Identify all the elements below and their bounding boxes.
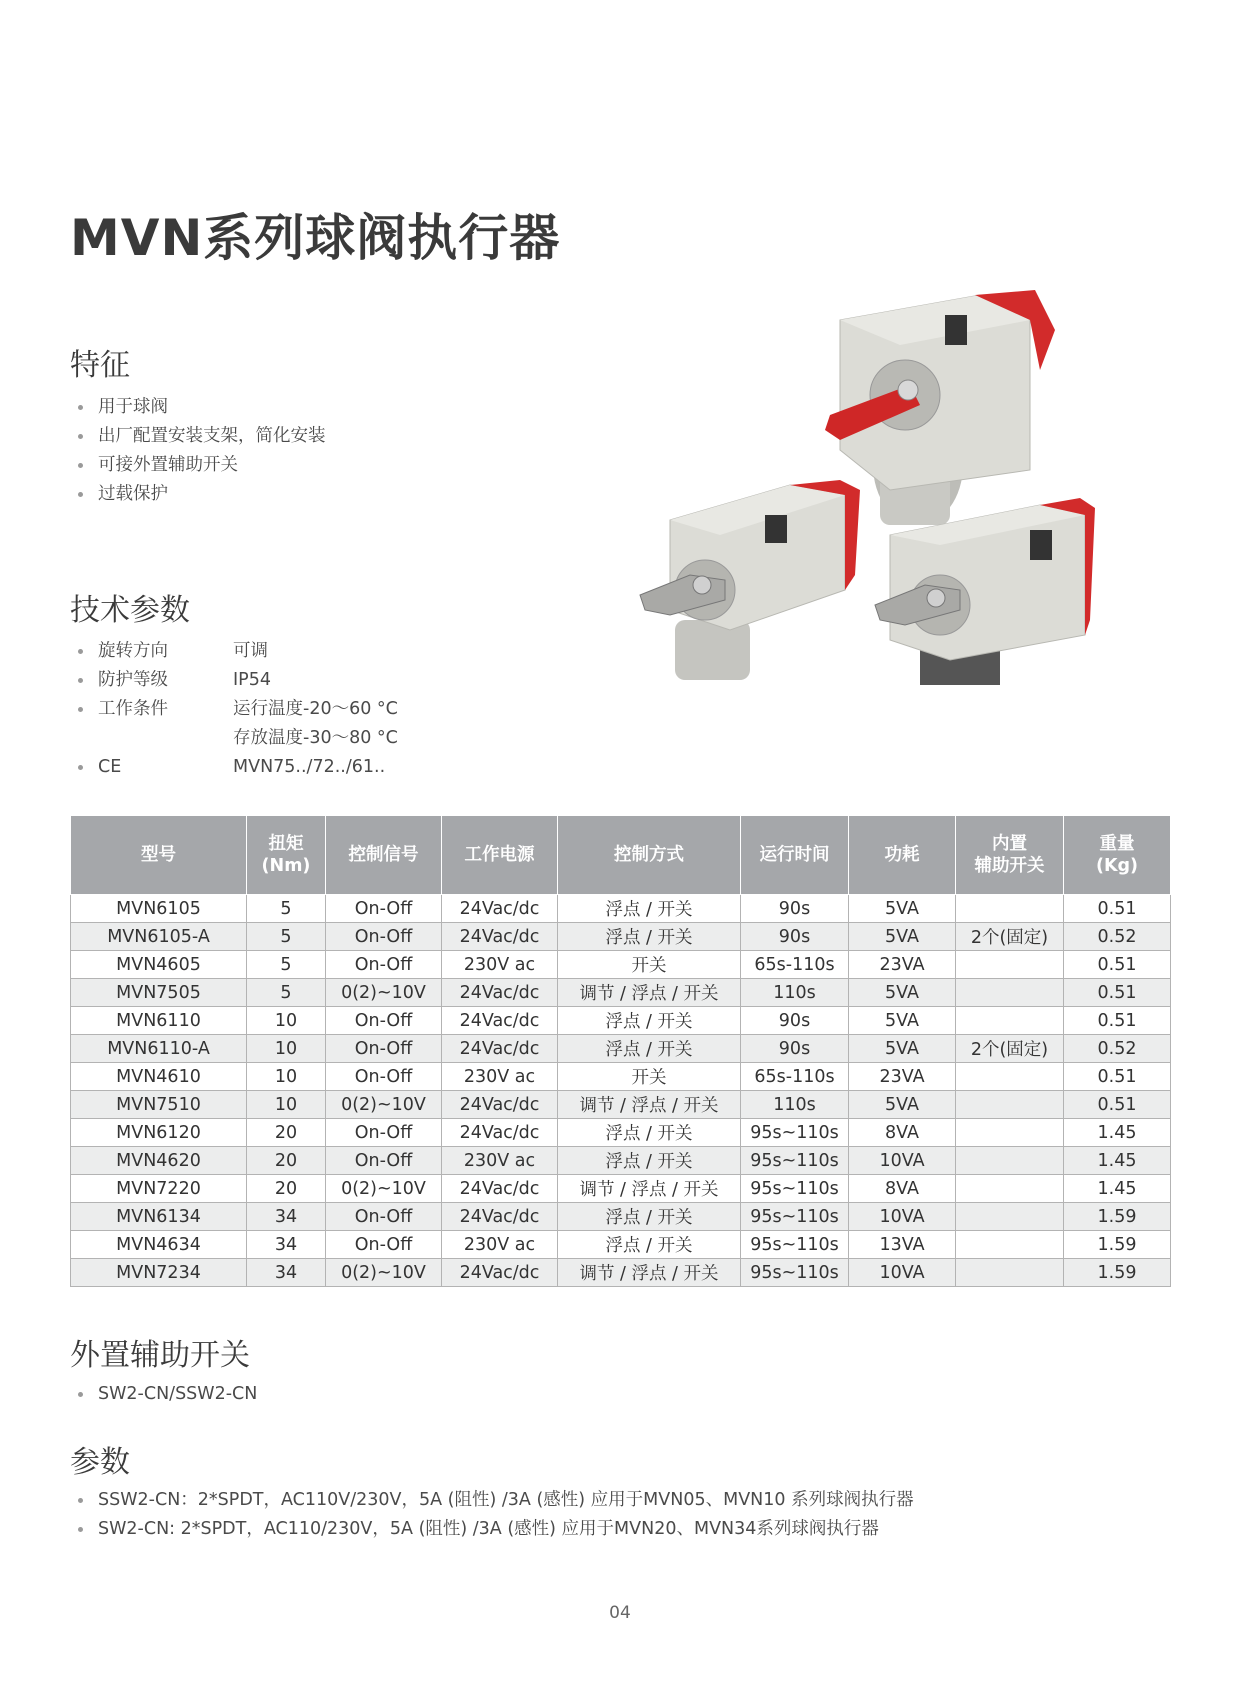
- cell-torque: 10: [247, 1091, 326, 1119]
- table-row: [71, 1035, 1171, 1063]
- cell-signal: On-Off: [326, 1063, 442, 1091]
- actuator-left-image: [640, 480, 860, 680]
- cell-weight: 1.59: [1064, 1203, 1171, 1231]
- cell-power-supply: 24Vac/dc: [442, 1007, 558, 1035]
- cell-aux-switch: [956, 1231, 1064, 1259]
- cell-aux-switch: [956, 1091, 1064, 1119]
- cell-run-time: 95s~110s: [741, 1259, 849, 1287]
- cell-power: 8VA: [849, 1175, 956, 1203]
- actuator-right-image: [875, 498, 1095, 685]
- cell-power: 10VA: [849, 1147, 956, 1175]
- cell-torque: 34: [247, 1259, 326, 1287]
- cell-torque: 20: [247, 1175, 326, 1203]
- param-item: SSW2-CN：2*SPDT，AC110V/230V，5A (阻性) /3A (感性) 应用于MVN05、MVN10 系列球阀执行器: [76, 1486, 914, 1515]
- cell-control-mode: 开关: [558, 1063, 741, 1091]
- cell-signal: On-Off: [326, 1203, 442, 1231]
- cell-control-mode: 调节 / 浮点 / 开关: [558, 1175, 741, 1203]
- cell-power-supply: 24Vac/dc: [442, 1259, 558, 1287]
- cell-model: MVN6105: [71, 895, 247, 923]
- cell-run-time: 90s: [741, 923, 849, 951]
- table-row: [71, 951, 1171, 979]
- spec-item-protection: [76, 666, 398, 695]
- param-item: SW2-CN: 2*SPDT，AC110/230V，5A (阻性) /3A (感性) 应用于MVN20、MVN34系列球阀执行器: [76, 1515, 914, 1544]
- spec-label: 工作条件: [98, 699, 168, 719]
- cell-aux-switch: 2个(固定): [956, 1035, 1064, 1063]
- cell-signal: On-Off: [326, 951, 442, 979]
- cell-torque: 5: [247, 979, 326, 1007]
- cell-power: 8VA: [849, 1119, 956, 1147]
- feature-item: 出厂配置安装支架，简化安装: [76, 422, 326, 451]
- cell-power-supply: 24Vac/dc: [442, 923, 558, 951]
- cell-power: 23VA: [849, 951, 956, 979]
- spec-value: IP54: [233, 670, 271, 690]
- cell-run-time: 95s~110s: [741, 1147, 849, 1175]
- spec-label: 旋转方向: [98, 641, 168, 661]
- cell-power-supply: 24Vac/dc: [442, 1091, 558, 1119]
- cell-power-supply: 230V ac: [442, 1063, 558, 1091]
- cell-run-time: 110s: [741, 979, 849, 1007]
- table-row: [71, 1259, 1171, 1287]
- specs-list: [76, 637, 398, 782]
- table-row: [71, 1119, 1171, 1147]
- cell-power-supply: 24Vac/dc: [442, 1203, 558, 1231]
- spec-value: 存放温度-30～80 °C: [233, 728, 398, 748]
- cell-control-mode: 调节 / 浮点 / 开关: [558, 1091, 741, 1119]
- cell-signal: On-Off: [326, 1119, 442, 1147]
- cell-signal: On-Off: [326, 923, 442, 951]
- cell-weight: 0.51: [1064, 1007, 1171, 1035]
- cell-power-supply: 24Vac/dc: [442, 1035, 558, 1063]
- aux-switch-list: [76, 1380, 257, 1409]
- cell-power: 5VA: [849, 1007, 956, 1035]
- table-row: [71, 1007, 1171, 1035]
- header-signal: 控制信号: [326, 816, 442, 895]
- spec-item-conditions: [76, 695, 398, 753]
- cell-aux-switch: [956, 1007, 1064, 1035]
- cell-power: 5VA: [849, 895, 956, 923]
- cell-power-supply: 230V ac: [442, 1147, 558, 1175]
- features-list: [76, 393, 326, 509]
- cell-torque: 10: [247, 1007, 326, 1035]
- cell-control-mode: 开关: [558, 951, 741, 979]
- cell-model: MVN7505: [71, 979, 247, 1007]
- cell-power-supply: 230V ac: [442, 951, 558, 979]
- cell-control-mode: 浮点 / 开关: [558, 895, 741, 923]
- aux-switch-item: SW2-CN/SSW2-CN: [76, 1380, 257, 1409]
- feature-item: 可接外置辅助开关: [76, 451, 326, 480]
- specs-heading: 技术参数: [70, 593, 190, 628]
- table-header-row: [71, 816, 1171, 895]
- page-title: MVN系列球阀执行器: [70, 209, 561, 267]
- table-row: [71, 923, 1171, 951]
- cell-weight: 0.51: [1064, 979, 1171, 1007]
- feature-item: 用于球阀: [76, 393, 326, 422]
- cell-power-supply: 24Vac/dc: [442, 895, 558, 923]
- cell-aux-switch: [956, 1119, 1064, 1147]
- cell-aux-switch: [956, 1063, 1064, 1091]
- cell-control-mode: 浮点 / 开关: [558, 1147, 741, 1175]
- cell-aux-switch: [956, 1175, 1064, 1203]
- cell-aux-switch: [956, 979, 1064, 1007]
- features-heading: 特征: [70, 348, 130, 383]
- header-torque: 扭矩 (Nm): [247, 816, 326, 895]
- header-power: 功耗: [849, 816, 956, 895]
- cell-power: 23VA: [849, 1063, 956, 1091]
- aux-switch-heading: 外置辅助开关: [70, 1338, 250, 1373]
- cell-aux-switch: [956, 895, 1064, 923]
- cell-control-mode: 浮点 / 开关: [558, 1035, 741, 1063]
- cell-torque: 10: [247, 1035, 326, 1063]
- cell-run-time: 95s~110s: [741, 1119, 849, 1147]
- cell-power: 5VA: [849, 923, 956, 951]
- product-photos: [630, 290, 1150, 750]
- cell-run-time: 90s: [741, 895, 849, 923]
- cell-weight: 1.59: [1064, 1231, 1171, 1259]
- table-row: [71, 1147, 1171, 1175]
- cell-run-time: 65s-110s: [741, 951, 849, 979]
- cell-power-supply: 230V ac: [442, 1231, 558, 1259]
- cell-weight: 0.52: [1064, 1035, 1171, 1063]
- spec-value: 可调: [233, 641, 268, 661]
- cell-model: MVN4610: [71, 1063, 247, 1091]
- params-heading: 参数: [70, 1445, 130, 1480]
- cell-model: MVN4634: [71, 1231, 247, 1259]
- cell-weight: 1.45: [1064, 1119, 1171, 1147]
- cell-control-mode: 浮点 / 开关: [558, 1203, 741, 1231]
- cell-model: MVN6110: [71, 1007, 247, 1035]
- cell-weight: 0.51: [1064, 951, 1171, 979]
- cell-control-mode: 浮点 / 开关: [558, 1007, 741, 1035]
- cell-power-supply: 24Vac/dc: [442, 979, 558, 1007]
- cell-aux-switch: [956, 951, 1064, 979]
- cell-aux-switch: [956, 1259, 1064, 1287]
- cell-torque: 20: [247, 1119, 326, 1147]
- cell-model: MVN6134: [71, 1203, 247, 1231]
- cell-weight: 0.52: [1064, 923, 1171, 951]
- cell-power: 5VA: [849, 979, 956, 1007]
- table-row: [71, 1091, 1171, 1119]
- cell-control-mode: 浮点 / 开关: [558, 923, 741, 951]
- table-body: [71, 895, 1171, 1287]
- cell-model: MVN7220: [71, 1175, 247, 1203]
- cell-weight: 1.45: [1064, 1175, 1171, 1203]
- cell-signal: On-Off: [326, 1007, 442, 1035]
- header-control-mode: 控制方式: [558, 816, 741, 895]
- table-row: [71, 1063, 1171, 1091]
- cell-torque: 34: [247, 1203, 326, 1231]
- cell-run-time: 95s~110s: [741, 1175, 849, 1203]
- cell-model: MVN7234: [71, 1259, 247, 1287]
- cell-torque: 20: [247, 1147, 326, 1175]
- cell-model: MVN7510: [71, 1091, 247, 1119]
- page-number: 04: [609, 1603, 631, 1623]
- cell-power: 10VA: [849, 1203, 956, 1231]
- cell-control-mode: 调节 / 浮点 / 开关: [558, 1259, 741, 1287]
- cell-signal: On-Off: [326, 895, 442, 923]
- cell-power: 13VA: [849, 1231, 956, 1259]
- cell-power-supply: 24Vac/dc: [442, 1119, 558, 1147]
- cell-torque: 5: [247, 895, 326, 923]
- table-row: [71, 1203, 1171, 1231]
- table-row: [71, 895, 1171, 923]
- spec-item-rotation: [76, 637, 398, 666]
- cell-run-time: 90s: [741, 1035, 849, 1063]
- table-row: [71, 1175, 1171, 1203]
- spec-label: CE: [98, 757, 122, 777]
- cell-run-time: 95s~110s: [741, 1203, 849, 1231]
- cell-aux-switch: [956, 1203, 1064, 1231]
- spec-value: 运行温度-20～60 °C: [233, 699, 398, 719]
- cell-power: 10VA: [849, 1259, 956, 1287]
- cell-aux-switch: [956, 1147, 1064, 1175]
- actuator-illustration: [630, 290, 1150, 750]
- cell-torque: 10: [247, 1063, 326, 1091]
- cell-model: MVN6110-A: [71, 1035, 247, 1063]
- spec-value: MVN75../72../61..: [233, 757, 386, 777]
- cell-run-time: 110s: [741, 1091, 849, 1119]
- cell-model: MVN6105-A: [71, 923, 247, 951]
- cell-signal: 0(2)~10V: [326, 1091, 442, 1119]
- cell-power: 5VA: [849, 1035, 956, 1063]
- model-table: [70, 815, 1171, 1287]
- cell-power-supply: 24Vac/dc: [442, 1175, 558, 1203]
- table-row: [71, 1231, 1171, 1259]
- cell-weight: 0.51: [1064, 895, 1171, 923]
- params-list: [76, 1486, 914, 1544]
- header-run-time: 运行时间: [741, 816, 849, 895]
- cell-model: MVN6120: [71, 1119, 247, 1147]
- cell-signal: 0(2)~10V: [326, 1259, 442, 1287]
- cell-control-mode: 浮点 / 开关: [558, 1119, 741, 1147]
- cell-weight: 1.45: [1064, 1147, 1171, 1175]
- header-power-supply: 工作电源: [442, 816, 558, 895]
- cell-signal: On-Off: [326, 1231, 442, 1259]
- cell-torque: 34: [247, 1231, 326, 1259]
- cell-signal: On-Off: [326, 1035, 442, 1063]
- spec-item-ce: [76, 753, 398, 782]
- cell-run-time: 95s~110s: [741, 1231, 849, 1259]
- header-aux-switch: 内置 辅助开关: [956, 816, 1064, 895]
- cell-model: MVN4605: [71, 951, 247, 979]
- feature-item: 过载保护: [76, 480, 326, 509]
- cell-torque: 5: [247, 923, 326, 951]
- cell-run-time: 65s-110s: [741, 1063, 849, 1091]
- spec-label: 防护等级: [98, 670, 168, 690]
- cell-weight: 0.51: [1064, 1063, 1171, 1091]
- table-row: [71, 979, 1171, 1007]
- cell-model: MVN4620: [71, 1147, 247, 1175]
- cell-weight: 1.59: [1064, 1259, 1171, 1287]
- cell-signal: 0(2)~10V: [326, 979, 442, 1007]
- cell-run-time: 90s: [741, 1007, 849, 1035]
- header-weight: 重量 (Kg): [1064, 816, 1171, 895]
- cell-power: 5VA: [849, 1091, 956, 1119]
- cell-aux-switch: 2个(固定): [956, 923, 1064, 951]
- cell-weight: 0.51: [1064, 1091, 1171, 1119]
- header-model: 型号: [71, 816, 247, 895]
- cell-control-mode: 浮点 / 开关: [558, 1231, 741, 1259]
- cell-signal: On-Off: [326, 1147, 442, 1175]
- cell-control-mode: 调节 / 浮点 / 开关: [558, 979, 741, 1007]
- cell-signal: 0(2)~10V: [326, 1175, 442, 1203]
- cell-torque: 5: [247, 951, 326, 979]
